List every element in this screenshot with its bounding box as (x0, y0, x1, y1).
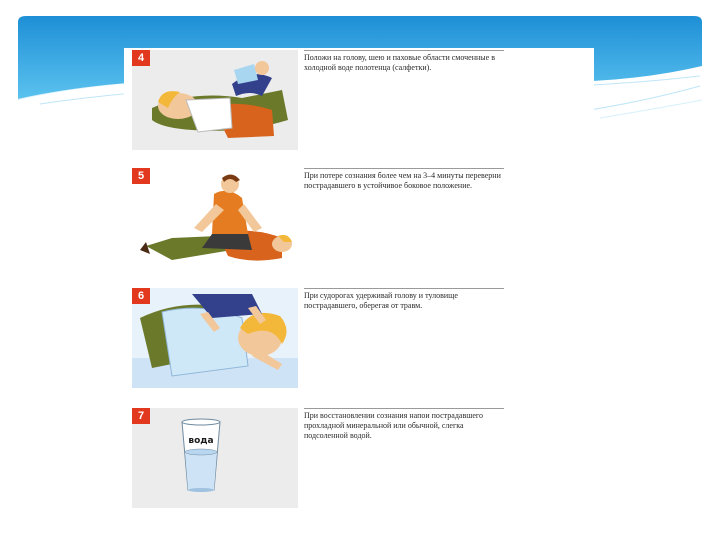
divider (304, 288, 504, 289)
step-number-badge: 6 (132, 288, 150, 304)
first-aid-instruction-sheet (124, 48, 594, 498)
step-7 (132, 408, 592, 508)
step-number-badge: 7 (132, 408, 150, 424)
divider (304, 168, 504, 169)
step-4 (132, 50, 592, 150)
water-glass-illustration (132, 408, 298, 508)
step-number-badge: 5 (132, 168, 150, 184)
step-instruction: При восстановлении сознания напои пострадавшего прохладной минеральной или обычной, слегка подсоленной водой. (304, 411, 484, 440)
divider (304, 408, 504, 409)
seizure-support-illustration (132, 288, 298, 388)
recovery-position-illustration (132, 168, 298, 268)
step-5 (132, 168, 592, 268)
glass-label: вода (188, 436, 214, 446)
step-instruction: Положи на голову, шею и паховые области смоченные в холодной воде полотенца (салфетки). (304, 53, 495, 72)
divider (304, 50, 504, 51)
step-number-badge: 4 (132, 50, 150, 66)
head-compress-illustration (132, 50, 298, 150)
step-6 (132, 288, 592, 388)
step-instruction: При потере сознания более чем на 3–4 минуты переверни пострадавшего в устойчивое боковое положение. (304, 171, 501, 190)
step-instruction: При судорогах удерживай голову и туловище пострадавшего, оберегая от травм. (304, 291, 458, 310)
